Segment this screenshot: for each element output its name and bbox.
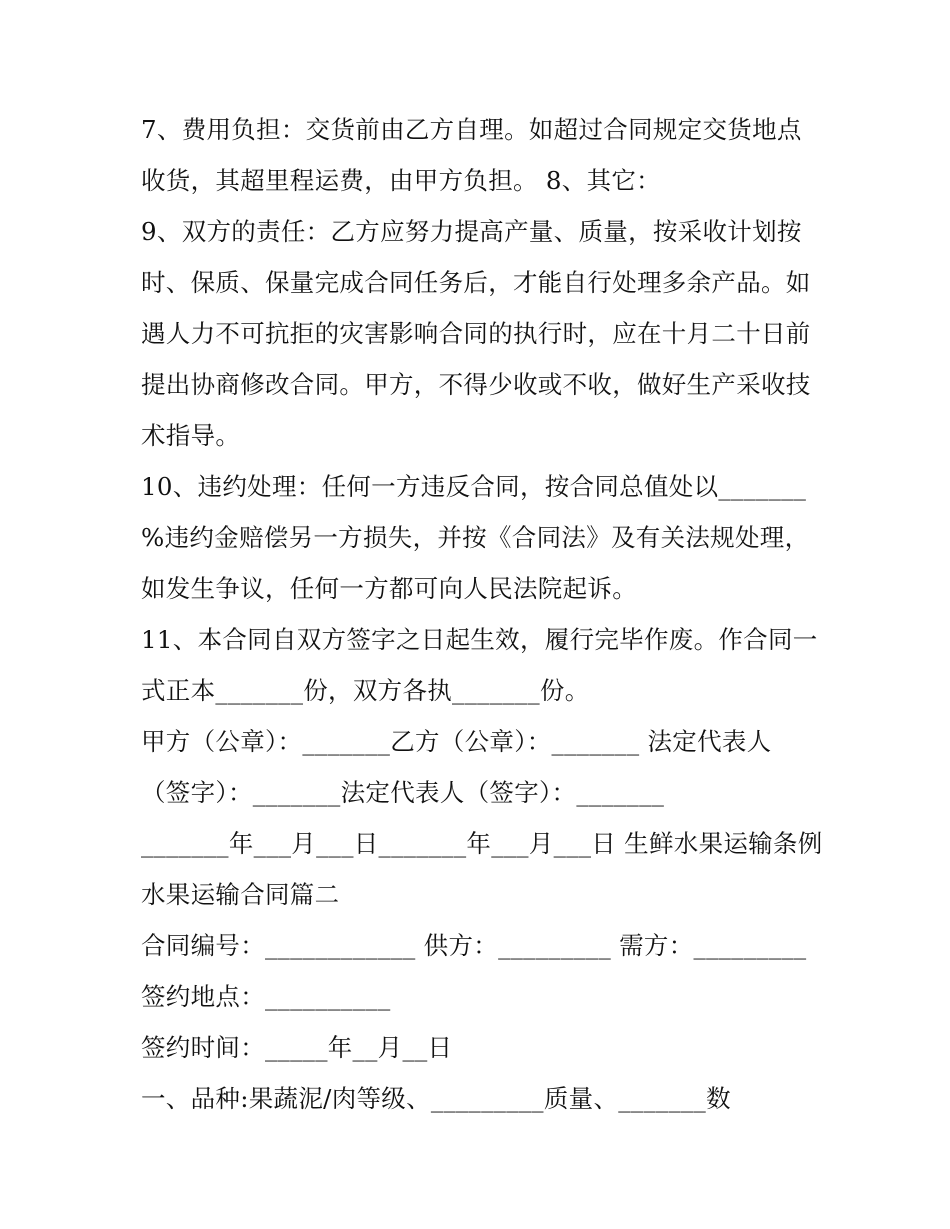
document-body [141,104,821,1124]
text-line: 式正本_______份，双方各执_______份。 [141,676,590,705]
text-line: （签字）：_______法定代表人（签字）：_______ [141,778,665,807]
text-line: 10、违约处理：任何一方违反合同，按合同总值处以_______ [141,472,807,501]
text-line: 签约时间：_____年__月__日 [141,1033,453,1062]
text-line: 11、本合同自双方签字之日起生效，履行完毕作废。作合同一 [141,625,818,654]
text-line: 签约地点：__________ [141,982,391,1011]
text-line: 术指导。 [141,421,241,450]
text-line: 提出协商修改合同。甲方，不得少收或不收，做好生产采收技 [141,370,811,399]
text-line: 收货，其超里程运费，由甲方负担。 8、其它： [141,166,661,195]
text-line: 如发生争议，任何一方都可向人民法院起诉。 [141,574,637,603]
text-line: 一、品种:果蔬泥/肉等级、_________质量、_______数 [141,1084,731,1113]
text-line: 9、双方的责任：乙方应努力提高产量、质量，按采收计划按 [141,217,802,246]
text-line: %违约金赔偿另一方损失，并按《合同法》及有关法规处理， [141,523,810,552]
text-line: 7、费用负担：交货前由乙方自理。如超过合同规定交货地点 [141,115,802,144]
text-line: 合同编号：____________ 供方：_________ 需方：_________ [141,931,807,960]
text-line: _______年___月___日_______年___月___日 生鲜水果运输条例 [141,829,823,858]
text-line: 甲方（公章）：_______乙方（公章）：_______ 法定代表人 [141,727,772,756]
text-line: 遇人力不可抗拒的灾害影响合同的执行时，应在十月二十日前 [141,319,811,348]
section-title: 水果运输合同篇二 [141,880,340,909]
text-line: 时、保质、保量完成合同任务后，才能自行处理多余产品。如 [141,268,811,297]
